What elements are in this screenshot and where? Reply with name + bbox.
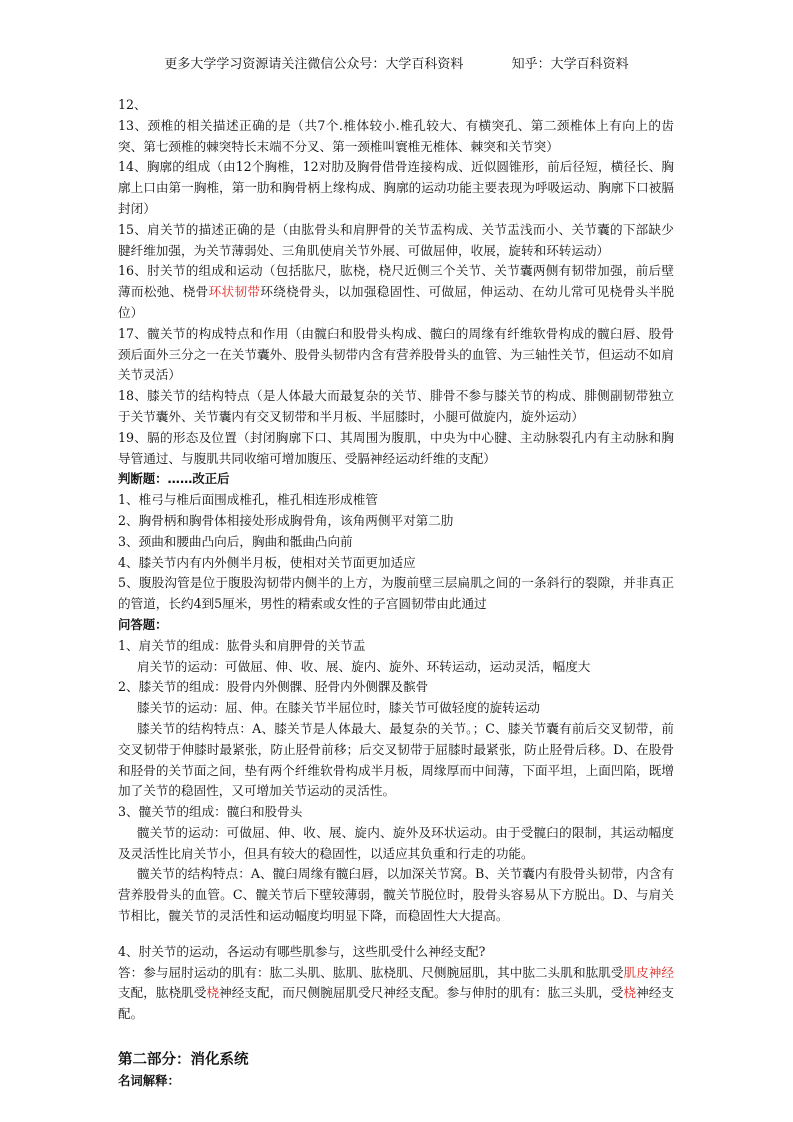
qa-section-title: 问答题： [118, 616, 168, 632]
answer-text: 支配，肱桡肌受 [118, 985, 207, 1001]
part2-subheading: 名词解释： [118, 1073, 180, 1089]
spacer [118, 927, 674, 942]
judge-section-title: 判断题：……改正后 [118, 471, 230, 487]
item-13: 13、颈椎的相关描述正确的是（共7个.椎体较小.椎孔较大、有横突孔、第二颈椎体上有向上的齿突、第七颈椎的棘突特长末端不分叉、第一颈椎叫寰椎无椎体、棘突和关节突） [118, 117, 674, 154]
answer-highlight: 肌皮神经 [623, 964, 675, 980]
header-wechat: 更多大学学习资源请关注微信公众号：大学百科资料 [164, 57, 464, 72]
item-14: 14、胸廓的组成（由12个胸椎，12对肋及胸骨借骨连接构成、近似圆锥形，前后径短，横径长、胸廓上口由第一胸椎，第一肋和胸骨柄上缘构成、胸廓的运动功能主要表现为呼吸运动、胸廓下口被膈封闭） [118, 159, 674, 216]
qa-1-movement: 肩关节的运动：可做屈、伸、收、展、旋内、旋外、环转运动，运动灵活，幅度大 [137, 658, 591, 674]
qa-3-structure: 髋关节的结构特点：A、髋臼周缘有髋臼唇，以加深关节窝。B、关节囊内有股骨头韧带，内含有营养股骨头的血管。C、髋关节后下壁较薄弱，髋关节脱位时，股骨头容易从下方脱出。D、与肩关节相比，髋关节的灵活性和运动幅度均明显下降，而稳固性大大提高。 [118, 866, 674, 924]
qa-2: 2、膝关节的组成：股骨内外侧髁、胫骨内外侧髁及髌骨 [118, 679, 429, 695]
answer-text: 答：参与屈肘运动的肌有：肱二头肌、肱肌、肱桡肌、尺侧腕屈肌，其中肱二头肌和肱肌受 [118, 964, 624, 980]
part2-heading: 第二部分：消化系统 [118, 1052, 249, 1069]
judge-item-2: 2、胸骨柄和胸骨体相接处形成胸骨角，该角两侧平对第二肋 [118, 512, 454, 528]
qa-2-structure: 膝关节的结构特点：A、膝关节是人体最大、最复杂的关节。；C、膝关节囊有前后交叉韧带，前交叉韧带于伸膝时最紧张，防止胫骨前移；后交叉韧带于屈膝时最紧张，防止胫骨后移。D、在股骨和胫骨的关节面之间，垫有两个纤维软骨构成半月板，周缘厚而中间薄，下面平坦，上面凹陷，既增加了关节的稳固性，又可增加关节运动的灵活性。 [118, 720, 674, 799]
qa-1: 1、肩关节的组成：肱骨头和肩胛骨的关节盂 [118, 637, 366, 653]
header-zhihu: 知乎：大学百科资料 [511, 57, 629, 72]
qa-4: 4、肘关节的运动，各运动有哪些肌参与，这些肌受什么神经支配? [118, 943, 486, 959]
qa-3-movement: 髋关节的运动：可做屈、伸、收、展、旋内、旋外及环状运动。由于受髋臼的限制，其运动幅度及灵活性比肩关节小，但具有较大的稳固性，以适应其负重和行走的功能。 [118, 824, 674, 861]
judge-item-5: 5、腹股沟管是位于腹股沟韧带内侧半的上方，为腹前壁三层扁肌之间的一条斜行的裂隙，并非真正的管道，长约4到5厘米，男性的精索或女性的子宫圆韧带由此通过 [118, 575, 674, 612]
item-16-text: 16、肘关节的组成和运动（包括肱尺，肱桡，桡尺近侧三个关节、关节囊两侧有韧带加强，前后壁薄而松弛、桡骨 [118, 263, 674, 300]
judge-item-4: 4、膝关节内有内外侧半月板，使相对关节面更加适应 [118, 554, 416, 570]
answer-text: 神经支配，而尺侧腕屈肌受尺神经支配。参与伸肘的肌有：肱三头肌，受 [219, 985, 624, 1001]
page-header [0, 55, 793, 75]
document-body [118, 95, 674, 1092]
item-18: 18、膝关节的结构特点（是人体最大而最复杂的关节、腓骨不参与膝关节的构成、腓侧副韧带独立于关节囊外、关节囊内有交叉韧带和半月板、半屈膝时，小腿可做旋内，旋外运动） [118, 388, 674, 424]
item-19: 19、膈的形态及位置（封闭胸廓下口、其周围为腹肌，中央为中心腱、主动脉裂孔内有主动脉和胸导管通过、与腹肌共同收缩可增加腹压、受膈神经运动纤维的支配） [118, 429, 674, 466]
qa-2-movement: 膝关节的运动：屈、伸。在膝关节半屈位时，膝关节可做轻度的旋转运动 [137, 700, 540, 716]
item-12: 12、 [118, 97, 147, 112]
qa-4-answer [118, 963, 674, 1025]
qa-3: 3、髋关节的组成：髋臼和股骨头 [118, 804, 303, 820]
item-15: 15、肩关节的描述正确的是（由肱骨头和肩胛骨的关节盂构成、关节盂浅而小、关节囊的下部缺少腱纤维加强，为关节薄弱处、三角肌使肩关节外展、可做屈伸，收展，旋转和环转运动） [118, 221, 674, 258]
spacer [118, 1025, 674, 1049]
item-16-highlight: 环状韧带 [208, 284, 261, 300]
answer-highlight: 桡 [206, 985, 220, 1001]
item-17: 17、髋关节的构成特点和作用（由髋臼和股骨头构成、髋臼的周缘有纤维软骨构成的髋臼唇、股骨颈后面外三分之一在关节囊外、股骨头韧带内含有营养股骨头的血管、为三轴性关节，但运动不如肩关节灵活） [118, 325, 674, 383]
item-16 [118, 261, 674, 323]
answer-text: 神经支配。 [118, 985, 675, 1022]
answer-highlight: 桡 [623, 985, 637, 1001]
judge-item-1: 1、椎弓与椎后面围成椎孔，椎孔相连形成椎管 [118, 492, 378, 508]
item-16-text-end: 环绕桡骨头，以加强稳固性、可做屈，伸运动、在幼儿常可见桡骨头半脱位） [118, 284, 675, 320]
judge-item-3: 3、颈曲和腰曲凸向后，胸曲和骶曲凸向前 [118, 533, 353, 549]
